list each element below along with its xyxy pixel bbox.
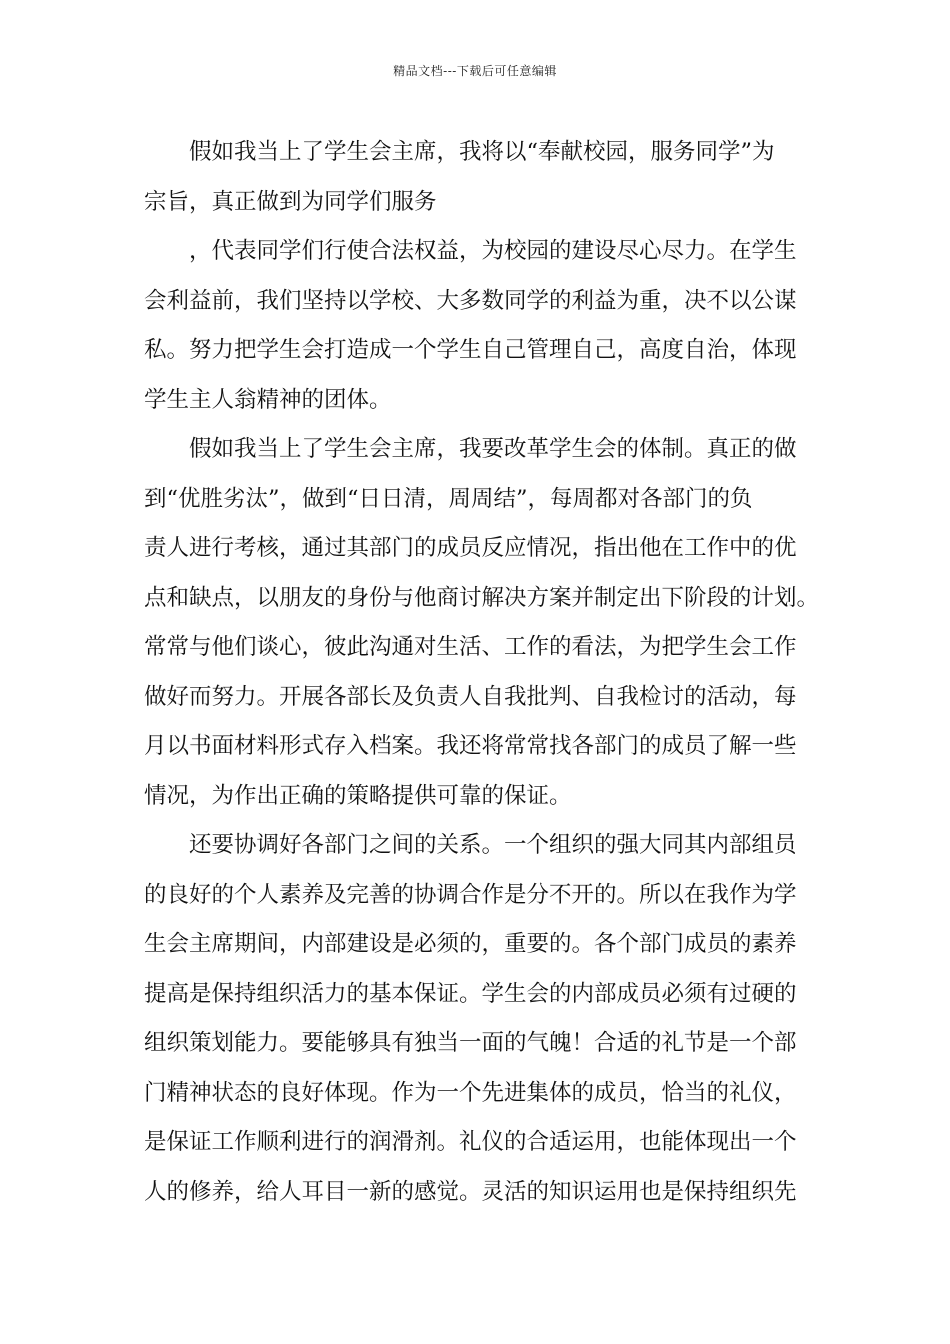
text-line: 常常与他们谈心，彼此沟通对生活、工作的看法，为把学生会工作 bbox=[144, 634, 797, 660]
text-line: 做好而努力。开展各部长及负责人自我批判、自我检讨的活动，每 bbox=[144, 683, 797, 710]
text-line: 情况，为作出正确的策略提供可靠的保证。 bbox=[144, 782, 572, 809]
text-line: 是保证工作顺利进行的润滑剂。礼仪的合适运用，也能体现出一个 bbox=[144, 1129, 797, 1155]
text-line: 门精神状态的良好体现。作为一个先进集体的成员，恰当的礼仪， bbox=[144, 1079, 797, 1106]
text-line: 学生主人翁精神的团体。 bbox=[144, 386, 392, 413]
text-line: 私。努力把学生会打造成一个学生自己管理自己，高度自治，体现 bbox=[144, 337, 797, 363]
text-line: 生会主席期间，内部建设是必须的，重要的。各个部门成员的素养 bbox=[144, 931, 797, 957]
text-line: 假如我当上了学生会主席，我要改革学生会的体制。真正的做 bbox=[189, 436, 797, 462]
text-line: ，代表同学们行使合法权益，为校园的建设尽心尽力。在学生 bbox=[189, 238, 797, 264]
text-line: 的良好的个人素养及完善的协调合作是分不开的。所以在我作为学 bbox=[144, 881, 797, 908]
text-line: 点和缺点，以朋友的身份与他商讨解决方案并制定出下阶段的计划。 bbox=[144, 584, 820, 611]
page-header: 精品文档---下载后可任意编辑 bbox=[393, 64, 557, 78]
text-line: 到“优胜劣汰”，做到“日日清，周周结”，每周都对各部门的负 bbox=[144, 485, 753, 512]
text-line: 提高是保持组织活力的基本保证。学生会的内部成员必须有过硬的 bbox=[144, 980, 797, 1007]
text-line: 责人进行考核，通过其部门的成员反应情况，指出他在工作中的优 bbox=[144, 535, 797, 561]
text-line: 假如我当上了学生会主席，我将以“奉献校园，服务同学”为 bbox=[189, 139, 775, 165]
text-line: 人的修养，给人耳目一新的感觉。灵活的知识运用也是保持组织先 bbox=[144, 1178, 797, 1205]
body-text bbox=[144, 128, 824, 1217]
text-line: 宗旨，真正做到为同学们服务 bbox=[144, 188, 437, 215]
text-line: 月以书面材料形式存入档案。我还将常常找各部门的成员了解一些 bbox=[144, 733, 797, 759]
text-line: 还要协调好各部门之间的关系。一个组织的强大同其内部组员 bbox=[189, 832, 797, 858]
text-line: 会利益前，我们坚持以学校、大多数同学的利益为重，决不以公谋 bbox=[144, 287, 797, 314]
text-line: 组织策划能力。要能够具有独当一面的气魄！合适的礼节是一个部 bbox=[144, 1030, 797, 1056]
